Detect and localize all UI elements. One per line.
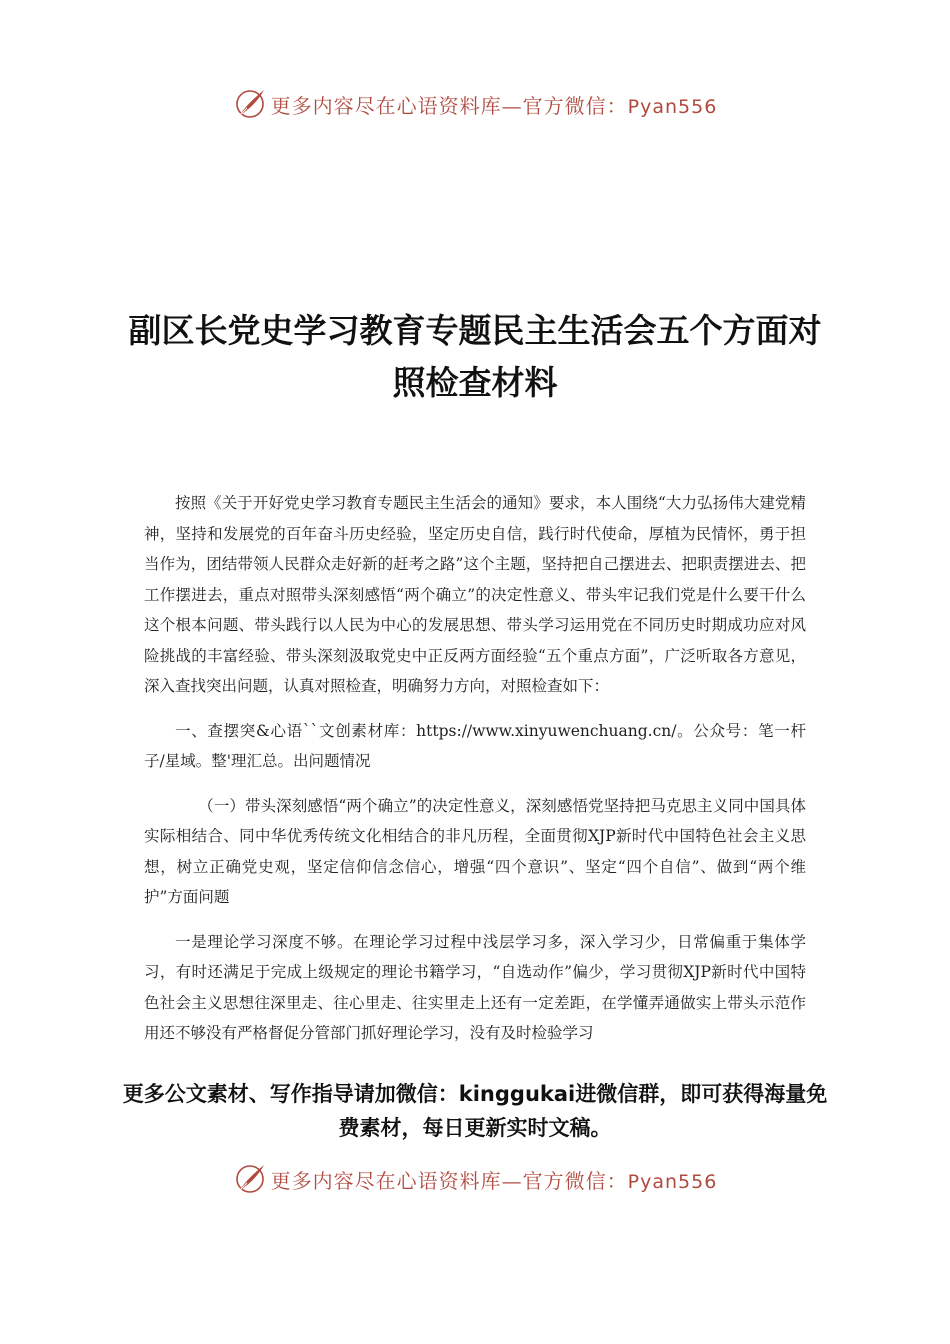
quill-pen-logo-icon (233, 87, 267, 121)
paragraph-subsection-one: （一）带头深刻感悟“两个确立”的决定性意义，深刻感悟党坚持把马克思主义同中国具体实际相结合、同中华优秀传统文化相结合的非凡历程，全面贯彻XJP新时代中国特色社会主义思想，树立正确党史观，坚定信仰信念信心，增强“四个意识”、坚定“四个自信”、做到“两个维护”方面问题 (144, 796, 806, 906)
footer-banner (0, 1155, 950, 1203)
header-wechat-id: Pyan556 (627, 95, 718, 118)
paragraph-point-one: 一是理论学习深度不够。在理论学习过程中浅层学习多，深入学习少，日常偏重于集体学习，有时还满足于完成上级规定的理论书籍学习，“自选动作”偏少，学习贯彻XJP新时代中国特色社会主义思想往深里走、往心里走、往实里走上还有一定差距，在学懂弄通做实上带头示范作用还不够没有严格督促分管部门抓好理论学习，没有及时检验学习 (144, 932, 806, 1042)
quill-pen-logo-icon (233, 1162, 267, 1196)
document-body (144, 488, 806, 1063)
header-banner-text: 更多内容尽在心语资料库—官方微信：Pyan556 (270, 93, 718, 118)
footer-banner-text: 更多内容尽在心语资料库—官方微信：Pyan556 (270, 1168, 718, 1193)
header-banner (0, 80, 950, 128)
document-title: 副区长党史学习教育专题民主生活会五个方面对照检查材料 (128, 311, 822, 402)
promo-notice: 更多公文素材、写作指导请加微信：kinggukai进微信群，即可获得海量免费素材，每日更新实时文稿。 (122, 1082, 828, 1140)
paragraph-section-heading: 一、查摆突&心语``文创素材库：https://www.xinyuwenchuang.cn/。公众号：笔一杆子/星域。整'理汇总。出问题情况 (144, 721, 806, 770)
paragraph-intro: 按照《关于开好党史学习教育专题民主生活会的通知》要求，本人围绕“大力弘扬伟大建党精神，坚持和发展党的百年奋斗历史经验，坚定历史自信，践行时代使命，厚植为民情怀，勇于担当作为，团结带领人民群众走好新的赶考之路”这个主题，坚持把自己摆进去、把职责摆进去、把工作摆进去，重点对照带头深刻感悟“两个确立”的决定性意义、带头牢记我们党是什么要干什么这个根本问题、带头践行以人民为中心的发展思想、带头学习运用党在不同历史时期成功应对风险挑战的丰富经验、带头深刻汲取党史中正反两方面经验“五个重点方面”，广泛听取各方意见，深入查找突出问题，认真对照检查，明确努力方向，对照检查如下： (144, 494, 806, 695)
footer-wechat-id: Pyan556 (627, 1170, 718, 1193)
